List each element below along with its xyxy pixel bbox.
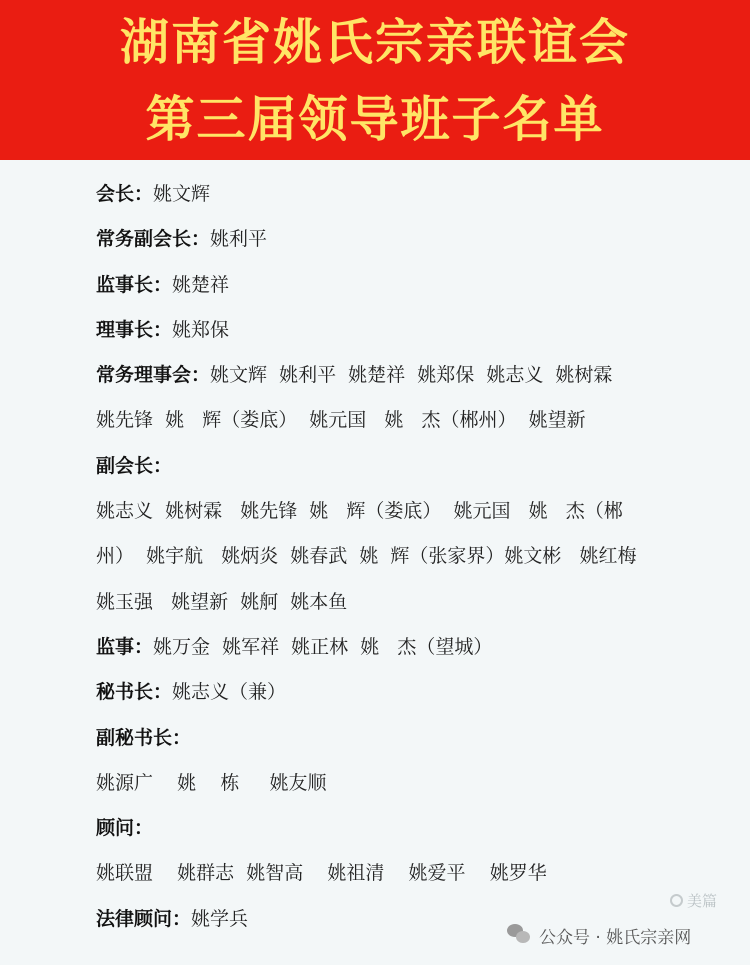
roster-row xyxy=(96,308,716,353)
footer-text: 公众号 · 姚氏宗亲网 xyxy=(539,927,692,948)
footer-account xyxy=(507,920,691,950)
roster-row xyxy=(96,761,716,806)
member-names: 姚利平 xyxy=(210,228,268,251)
member-names: 姚楚祥 xyxy=(172,273,230,296)
roster-row xyxy=(96,172,716,217)
role-label: 常务副会长： xyxy=(96,228,211,251)
role-label: 会长： xyxy=(96,183,154,205)
member-names: 姚万金 姚军祥 姚正林 姚 杰（望城） xyxy=(153,635,493,658)
roster-row xyxy=(96,398,716,443)
watermark-text: 美篇 xyxy=(687,892,718,910)
roster-row xyxy=(96,806,716,851)
watermark xyxy=(670,890,717,911)
roster-row xyxy=(96,670,716,715)
roster-row xyxy=(96,851,716,896)
watermark-logo-icon xyxy=(670,894,683,907)
member-names: 州） 姚宇航 姚炳炎 姚春武 姚 辉（张家界）姚文彬 姚红梅 xyxy=(96,545,637,568)
member-names: 姚文辉 xyxy=(153,183,211,205)
wechat-icon xyxy=(507,924,531,946)
member-names: 姚文辉 姚利平 姚楚祥 姚郑保 姚志义 姚树霖 xyxy=(210,364,613,387)
role-label: 监事： xyxy=(96,635,154,658)
member-names: 姚郑保 xyxy=(172,318,230,341)
role-label: 副会长： xyxy=(96,454,173,477)
member-names: 姚志义（兼） xyxy=(172,681,287,704)
roster-list xyxy=(96,172,716,942)
member-names: 姚先锋 姚 辉（娄底） 姚元国 姚 杰（郴州） 姚望新 xyxy=(96,409,586,432)
roster-row xyxy=(96,217,716,262)
member-names: 姚联盟 姚群志 姚智高 姚祖清 姚爱平 姚罗华 xyxy=(96,862,547,885)
role-label: 秘书长： xyxy=(96,681,173,704)
roster-row xyxy=(96,716,716,761)
roster-row xyxy=(96,534,716,579)
roster-row xyxy=(96,353,716,398)
title-banner xyxy=(0,0,750,160)
member-names: 姚玉强 姚望新 姚舸 姚本鱼 xyxy=(96,590,348,613)
title-line-1: 湖南省姚氏宗亲联谊会 xyxy=(119,14,630,71)
role-label: 常务理事会： xyxy=(96,364,211,387)
member-names: 姚学兵 xyxy=(191,907,249,930)
roster-row xyxy=(96,625,716,670)
roster-row xyxy=(96,580,716,625)
role-label: 副秘书长： xyxy=(96,726,192,749)
roster-row xyxy=(96,489,716,534)
member-names: 姚源广 姚 栋 姚友顺 xyxy=(96,771,327,794)
role-label: 理事长： xyxy=(96,318,173,341)
roster-row xyxy=(96,444,716,489)
role-label: 顾问： xyxy=(96,817,154,840)
member-names: 姚志义 姚树霖 姚先锋 姚 辉（娄底） 姚元国 姚 杰（郴 xyxy=(96,500,623,523)
role-label: 监事长： xyxy=(96,273,173,296)
roster-row xyxy=(96,263,716,308)
title-line-2: 第三届领导班子名单 xyxy=(145,91,605,148)
role-label: 法律顾问： xyxy=(96,907,192,930)
